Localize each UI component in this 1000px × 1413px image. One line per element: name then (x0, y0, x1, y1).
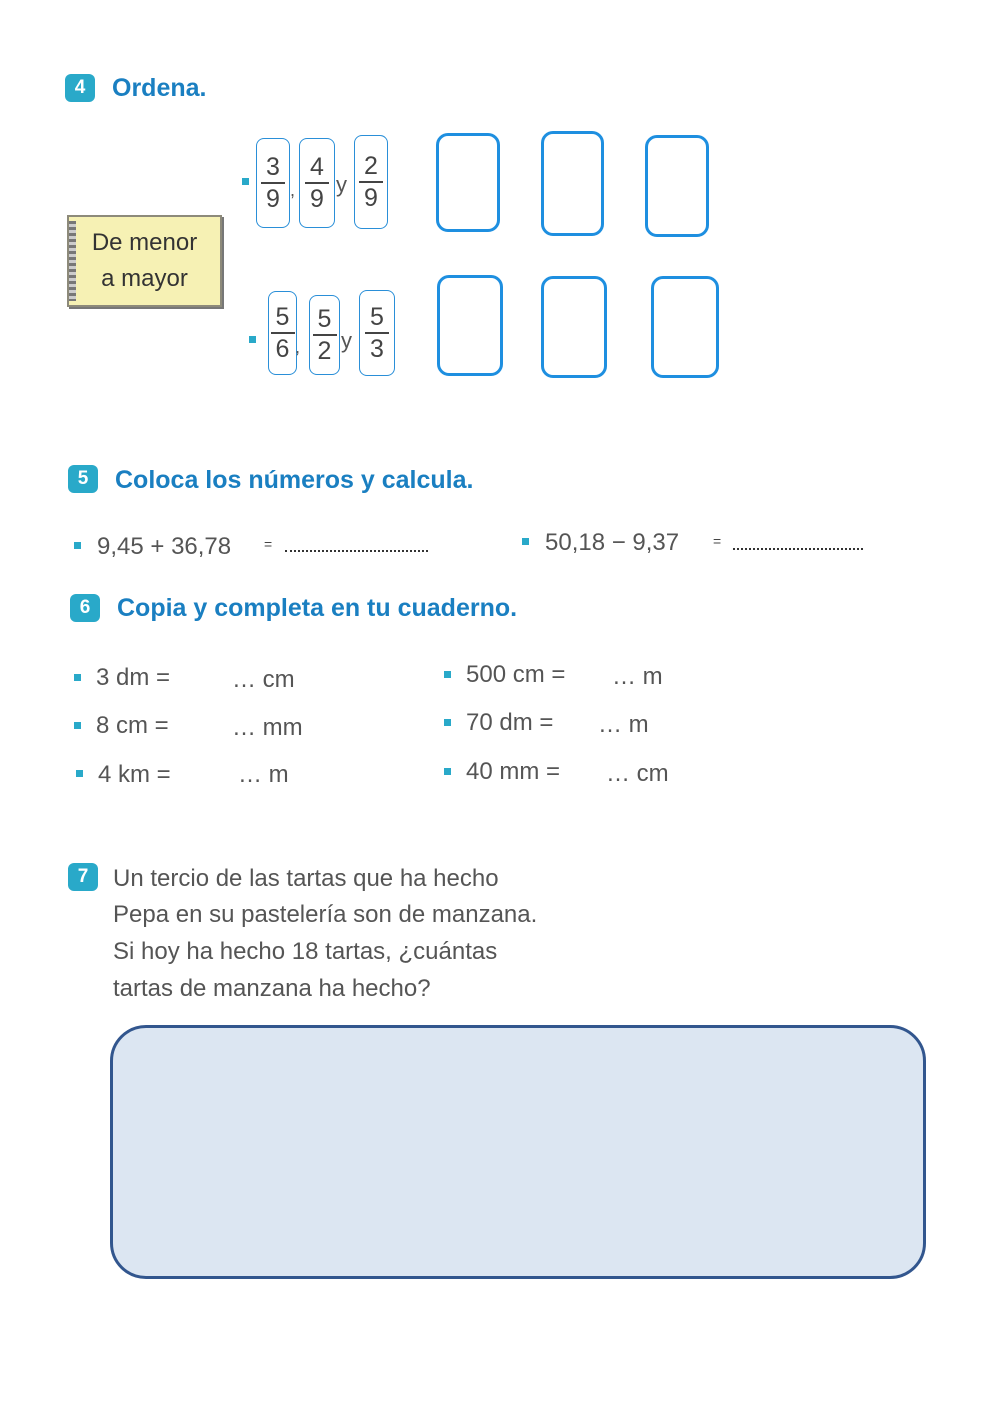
fraction-numerator: 3 (266, 153, 280, 182)
bullet-icon (444, 719, 451, 726)
conversion-rhs: … cm (606, 760, 669, 787)
conversion-lhs: 4 km = (98, 761, 171, 788)
fraction-numerator: 5 (370, 303, 384, 332)
order-hint-note (67, 215, 222, 307)
fraction-card[interactable] (299, 138, 335, 228)
fraction-card[interactable] (268, 291, 297, 375)
bullet-icon (76, 770, 83, 777)
conversion-rhs: … m (598, 711, 649, 738)
answer-dotted-line[interactable] (285, 550, 428, 552)
problem-line: tartas de manzana ha hecho? (113, 975, 431, 1002)
equals-sign: = (264, 536, 273, 552)
fraction-bar (365, 332, 389, 334)
bullet-icon (444, 671, 451, 678)
exercise-5-title: Coloca los números y calcula. (115, 466, 474, 494)
bullet-icon (74, 542, 81, 549)
fraction-bar (261, 182, 285, 184)
conversion-rhs: … m (612, 663, 663, 690)
answer-dotted-line[interactable] (733, 548, 863, 550)
exercise-6-number-badge: 6 (70, 594, 100, 622)
fraction-and-word: y (336, 172, 347, 197)
answer-text-area[interactable] (110, 1025, 926, 1279)
bullet-icon (522, 538, 529, 545)
fraction-denominator: 9 (266, 184, 280, 213)
fraction-denominator: 9 (364, 183, 378, 212)
answer-drop-box[interactable] (437, 275, 503, 376)
problem-line: Un tercio de las tartas que ha hecho (113, 865, 499, 892)
problem-line: Si hoy ha hecho 18 tartas, ¿cuántas (113, 938, 498, 965)
fraction-denominator: 3 (370, 334, 384, 363)
fraction-numerator: 4 (310, 153, 324, 182)
note-line-1: De menor (91, 229, 198, 256)
fraction-numerator: 5 (317, 305, 332, 334)
fraction-bar (313, 334, 337, 336)
operation-expression: 50,18 − 9,37 (545, 529, 680, 556)
conversion-rhs: … cm (232, 666, 295, 693)
fraction-numerator: 2 (364, 152, 378, 181)
conversion-lhs: 8 cm = (96, 712, 169, 739)
bullet-icon (74, 674, 81, 681)
exercise-4-number-badge: 4 (65, 74, 95, 102)
exercise-4-title: Ordena. (112, 74, 207, 102)
spiral-binding-icon (69, 221, 76, 301)
equals-sign: = (713, 533, 722, 549)
fraction-denominator: 6 (275, 334, 290, 363)
exercise-5-number-badge: 5 (68, 465, 98, 493)
exercise-6-title: Copia y completa en tu cuaderno. (117, 594, 518, 622)
conversion-rhs: … mm (232, 714, 303, 741)
conversion-lhs: 40 mm = (466, 758, 561, 785)
fraction-numerator: 5 (275, 303, 290, 332)
bullet-icon (242, 178, 249, 185)
fraction-bar (305, 182, 329, 184)
conversion-lhs: 500 cm = (466, 661, 566, 688)
note-line-2: a mayor (101, 265, 188, 292)
answer-drop-box[interactable] (651, 276, 719, 378)
fraction-and-word: y (341, 328, 352, 353)
fraction-card[interactable] (309, 295, 340, 375)
problem-line: Pepa en su pastelería son de manzana. (113, 901, 538, 928)
fraction-bar (271, 332, 295, 334)
fraction-separator: , (295, 337, 301, 357)
answer-drop-box[interactable] (541, 276, 607, 378)
answer-drop-box[interactable] (645, 135, 709, 237)
conversion-rhs: … m (238, 761, 289, 788)
fraction-card[interactable] (256, 138, 290, 228)
conversion-lhs: 70 dm = (466, 709, 554, 736)
fraction-denominator: 2 (317, 336, 332, 365)
answer-drop-box[interactable] (436, 133, 500, 232)
fraction-separator: , (290, 180, 296, 200)
exercise-7-number-badge: 7 (68, 863, 98, 891)
bullet-icon (249, 336, 256, 343)
bullet-icon (444, 768, 451, 775)
answer-drop-box[interactable] (541, 131, 604, 236)
fraction-bar (359, 181, 383, 183)
operation-expression: 9,45 + 36,78 (97, 533, 232, 560)
conversion-lhs: 3 dm = (96, 664, 171, 691)
bullet-icon (74, 722, 81, 729)
fraction-card[interactable] (359, 290, 395, 376)
fraction-denominator: 9 (310, 184, 324, 213)
fraction-card[interactable] (354, 135, 388, 229)
